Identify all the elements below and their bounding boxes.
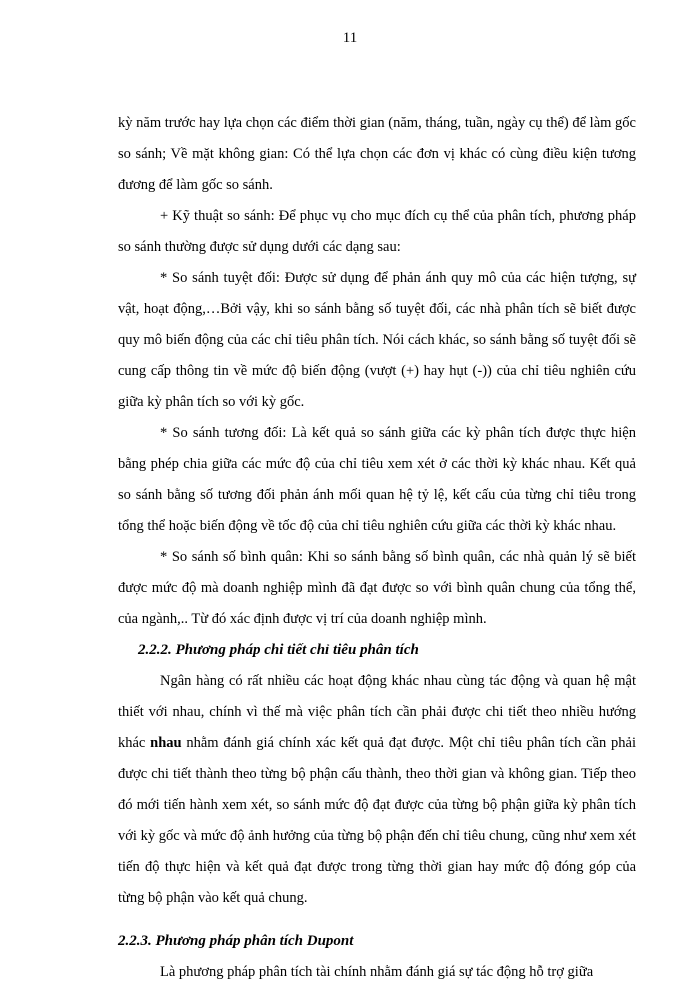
page-number: 11 [342,30,358,46]
paragraph-average-comparison: * So sánh số bình quân: Khi so sánh bằng số bình quân, các nhà quản lý sẽ biết được mức độ mà doanh nghiệp mình đã đạt được so với bình quân chung của tổng thể, của ngành,.. Từ đó xác định được vị trí của doanh nghiệp mình. [118,549,636,627]
page-body [118,108,636,988]
paragraph-absolute-comparison: * So sánh tuyệt đối: Được sử dụng để phản ánh quy mô của các hiện tượng, sự vật, hoạt động,…Bởi vậy, khi so sánh bằng số tuyệt đối, các nhà phân tích sẽ biết được quy mô biến động của các chỉ tiêu phân tích. Nói cách khác, so sánh bằng số tuyệt đối sẽ cung cấp thông tin về mức độ biến động (vượt (+) hay hụt (-)) của chỉ tiêu nghiên cứu giữa kỳ phân tích so với kỳ gốc. [118,270,636,410]
paragraph-comparison-technique: + Kỹ thuật so sánh: Để phục vụ cho mục đích cụ thể của phân tích, phương pháp so sánh thường được sử dụng dưới các dạng sau: [118,208,636,255]
emphasized-word: nhau [150,735,182,751]
section-heading-2-2-3: 2.2.3. Phương pháp phân tích Dupont [118,933,354,949]
paragraph-dupont-method: Là phương pháp phân tích tài chính nhằm đánh giá sự tác động hỗ trợ giữa [160,964,594,980]
paragraph-relative-comparison: * So sánh tương đối: Là kết quả so sánh giữa các kỳ phân tích được thực hiện bằng phép chia giữa các mức độ của chỉ tiêu xem xét ở các thời kỳ khác nhau. Kết quả so sánh bằng số tương đối phản ánh mối quan hệ tỷ lệ, kết cấu của từng chỉ tiêu trong tổng thể hoặc biến động về tốc độ của chỉ tiêu nghiên cứu giữa các thời kỳ khác nhau. [118,425,636,534]
paragraph-detail-method: Ngân hàng có rất nhiều các hoạt động khác nhau cùng tác động và quan hệ mật thiết với nhau, chính vì thế mà việc phân tích cần phải được chi tiết theo nhiều hướng khác nhau nhằm đánh giá chính xác kết quả đạt được. Một chỉ tiêu phân tích cần phải được chi tiết thành theo từng bộ phận cấu thành, theo thời gian và không gian. Tiếp theo đó mới tiến hành xem xét, so sánh mức độ đạt được của từng bộ phận giữa kỳ phân tích với kỳ gốc và mức độ ảnh hưởng của từng bộ phận đến chỉ tiêu chung, cũng như xem xét tiến độ thực hiện và kết quả đạt được trong từng thời gian hay mức độ đóng góp của từng bộ phận vào kết quả chung. [118,673,637,906]
paragraph: kỳ năm trước hay lựa chọn các điểm thời gian (năm, tháng, tuần, ngày cụ thể) để làm gốc so sánh; Về mặt không gian: Có thể lựa chọn các đơn vị khác có cùng điều kiện tương đương để làm gốc so sánh. [118,115,636,193]
section-heading-2-2-2: 2.2.2. Phương pháp chi tiết chỉ tiêu phân tích [138,642,419,658]
